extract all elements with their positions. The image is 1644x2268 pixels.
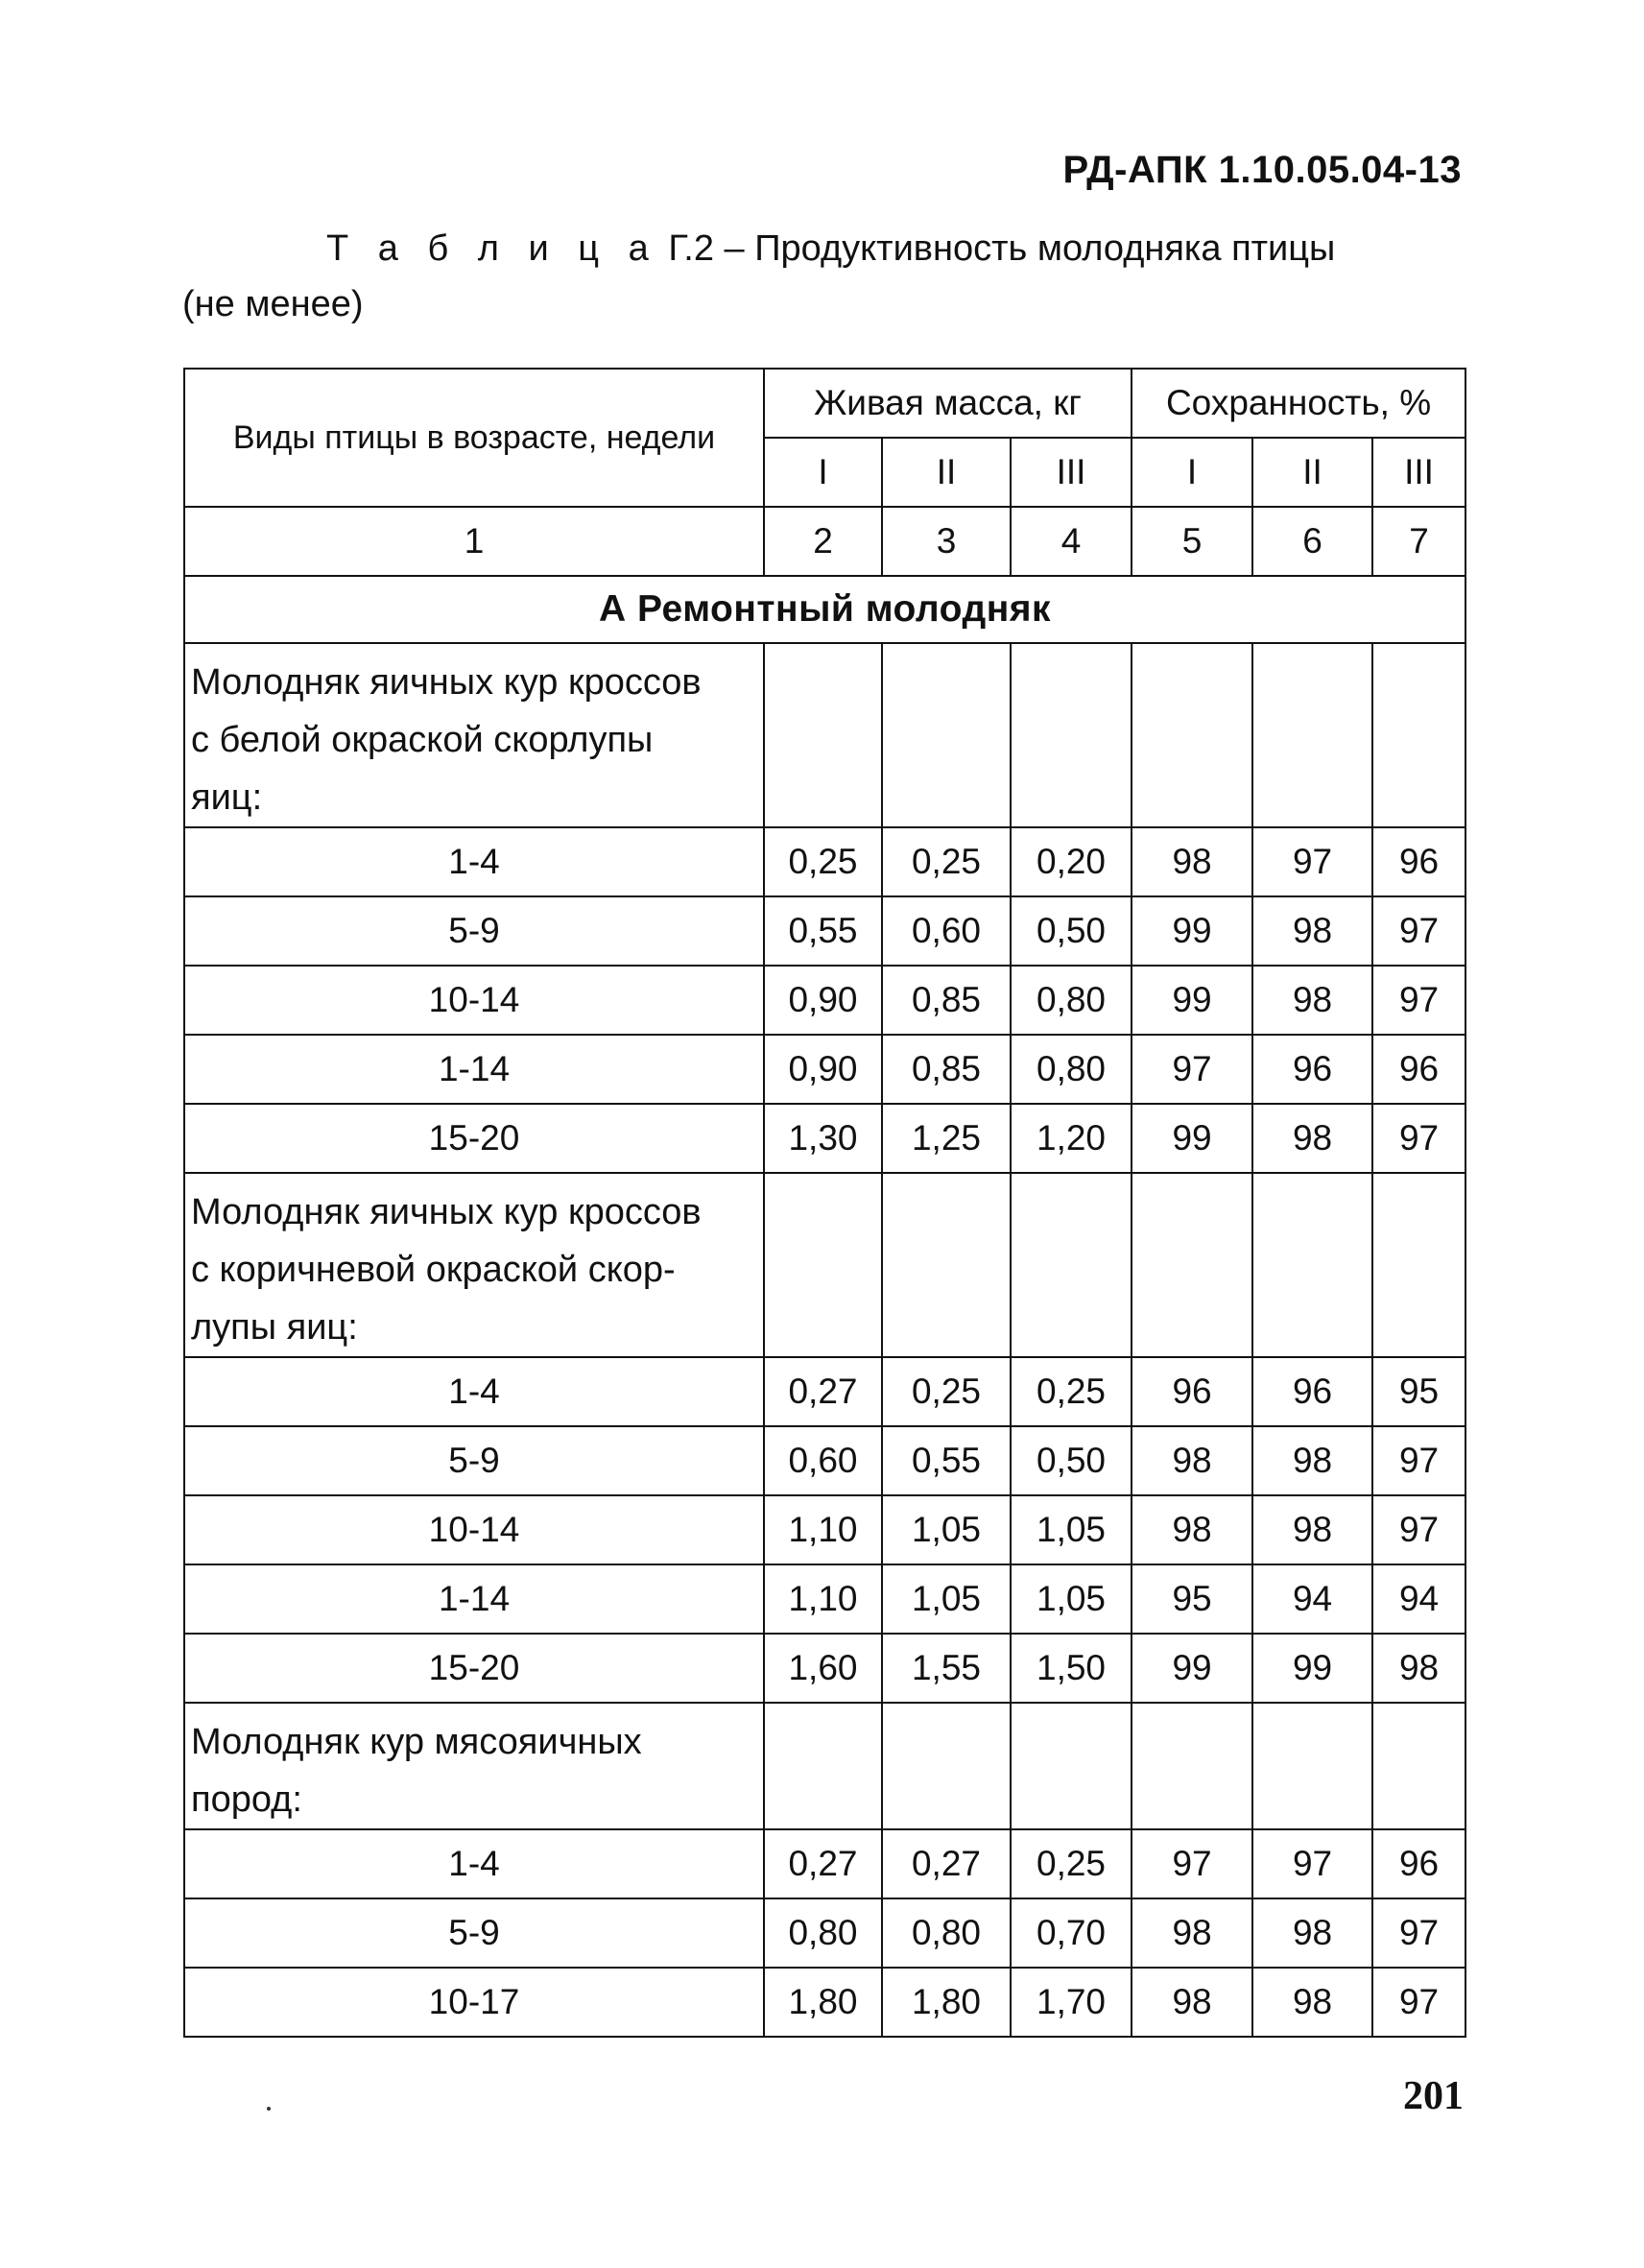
live-mass-cell: 0,27 [764, 1357, 882, 1426]
live-mass-cell: 1,30 [764, 1104, 882, 1173]
column-number: 1 [184, 507, 764, 576]
table-row [184, 1968, 1465, 2037]
empty-cell [1011, 643, 1132, 827]
live-mass-cell: 0,25 [882, 1357, 1011, 1426]
survival-cell: 94 [1372, 1564, 1465, 1634]
survival-cell: 98 [1252, 1968, 1372, 2037]
survival-cell: 98 [1132, 1495, 1252, 1564]
table-row [184, 896, 1465, 966]
live-mass-cell: 0,27 [882, 1829, 1011, 1898]
survival-cell: 98 [1252, 1426, 1372, 1495]
live-mass-cell: 1,80 [882, 1968, 1011, 2037]
live-mass-cell: 0,27 [764, 1829, 882, 1898]
empty-cell [1132, 1173, 1252, 1357]
header-species-age: Виды птицы в возрасте, недели [184, 369, 764, 507]
section-title: А Ремонтный молодняк [184, 576, 1465, 643]
survival-cell: 97 [1372, 1104, 1465, 1173]
age-cell: 1-4 [184, 1357, 764, 1426]
live-mass-cell: 0,25 [1011, 1829, 1132, 1898]
live-mass-cell: 0,90 [764, 1035, 882, 1104]
empty-cell [882, 1703, 1011, 1829]
live-mass-cell: 0,80 [1011, 966, 1132, 1035]
live-mass-cell: 0,80 [882, 1898, 1011, 1968]
scan-dot [267, 2107, 271, 2111]
survival-cell: 97 [1372, 1898, 1465, 1968]
header-sub-cell: II [1252, 438, 1372, 507]
header-live-mass: Живая масса, кг [764, 369, 1132, 438]
empty-cell [1372, 1173, 1465, 1357]
survival-cell: 97 [1372, 1968, 1465, 2037]
table-row [184, 1829, 1465, 1898]
group-label [184, 1703, 764, 1829]
section-row [184, 576, 1465, 643]
live-mass-cell: 0,25 [1011, 1357, 1132, 1426]
column-number: 3 [882, 507, 1011, 576]
empty-cell [1011, 1173, 1132, 1357]
age-cell: 5-9 [184, 1426, 764, 1495]
live-mass-cell: 1,05 [1011, 1564, 1132, 1634]
table-row [184, 1426, 1465, 1495]
empty-cell [1011, 1703, 1132, 1829]
live-mass-cell: 1,05 [1011, 1495, 1132, 1564]
live-mass-cell: 1,70 [1011, 1968, 1132, 2037]
live-mass-cell: 0,80 [1011, 1035, 1132, 1104]
survival-cell: 99 [1132, 1104, 1252, 1173]
survival-cell: 97 [1372, 896, 1465, 966]
column-number: 7 [1372, 507, 1465, 576]
live-mass-cell: 1,25 [882, 1104, 1011, 1173]
survival-cell: 98 [1252, 1898, 1372, 1968]
live-mass-cell: 0,25 [882, 827, 1011, 896]
survival-cell: 96 [1372, 1035, 1465, 1104]
live-mass-cell: 1,10 [764, 1495, 882, 1564]
empty-cell [764, 1703, 882, 1829]
empty-cell [1132, 643, 1252, 827]
survival-cell: 96 [1132, 1357, 1252, 1426]
caption-label: Т а б л и ц а [326, 228, 658, 269]
survival-cell: 99 [1132, 1634, 1252, 1703]
empty-cell [1372, 643, 1465, 827]
group-row [184, 1173, 1465, 1357]
group-label-line: Молодняк яичных кур кроссов [191, 1192, 702, 1232]
empty-cell [1132, 1703, 1252, 1829]
age-cell: 15-20 [184, 1634, 764, 1703]
empty-cell [882, 1173, 1011, 1357]
survival-cell: 95 [1132, 1564, 1252, 1634]
group-label-line: Молодняк кур мясояичных [191, 1722, 642, 1762]
survival-cell: 98 [1132, 827, 1252, 896]
group-label-line: с коричневой окраской скор- [191, 1250, 676, 1290]
age-cell: 10-17 [184, 1968, 764, 2037]
survival-cell: 99 [1252, 1634, 1372, 1703]
header-sub-cell: II [882, 438, 1011, 507]
live-mass-cell: 0,50 [1011, 1426, 1132, 1495]
live-mass-cell: 1,05 [882, 1564, 1011, 1634]
group-label-line: Молодняк яичных кур кроссов [191, 662, 702, 703]
age-cell: 10-14 [184, 966, 764, 1035]
live-mass-cell: 0,60 [882, 896, 1011, 966]
empty-cell [764, 643, 882, 827]
survival-cell: 96 [1372, 1829, 1465, 1898]
column-number: 6 [1252, 507, 1372, 576]
live-mass-cell: 0,55 [764, 896, 882, 966]
live-mass-cell: 1,50 [1011, 1634, 1132, 1703]
header-sub-cell: III [1372, 438, 1465, 507]
live-mass-cell: 0,90 [764, 966, 882, 1035]
live-mass-cell: 1,20 [1011, 1104, 1132, 1173]
live-mass-cell: 0,70 [1011, 1898, 1132, 1968]
empty-cell [1252, 643, 1372, 827]
table-row [184, 1495, 1465, 1564]
survival-cell: 97 [1252, 827, 1372, 896]
table-row [184, 1898, 1465, 1968]
table-caption [182, 221, 1478, 332]
empty-cell [764, 1173, 882, 1357]
survival-cell: 96 [1252, 1357, 1372, 1426]
productivity-table [183, 368, 1466, 2038]
survival-cell: 95 [1372, 1357, 1465, 1426]
age-cell: 1-4 [184, 1829, 764, 1898]
header-sub-cell: I [764, 438, 882, 507]
survival-cell: 99 [1132, 896, 1252, 966]
survival-cell: 97 [1372, 1426, 1465, 1495]
live-mass-cell: 0,25 [764, 827, 882, 896]
live-mass-cell: 0,85 [882, 1035, 1011, 1104]
survival-cell: 96 [1372, 827, 1465, 896]
live-mass-cell: 0,80 [764, 1898, 882, 1968]
age-cell: 5-9 [184, 896, 764, 966]
caption-title: Г.2 – Продуктивность молодняка птицы [657, 228, 1336, 269]
group-label [184, 643, 764, 827]
column-number: 2 [764, 507, 882, 576]
table-row [184, 1564, 1465, 1634]
age-cell: 1-14 [184, 1035, 764, 1104]
live-mass-cell: 0,60 [764, 1426, 882, 1495]
empty-cell [1252, 1173, 1372, 1357]
header-sub-cell: III [1011, 438, 1132, 507]
live-mass-cell: 1,05 [882, 1495, 1011, 1564]
age-cell: 1-14 [184, 1564, 764, 1634]
live-mass-cell: 0,55 [882, 1426, 1011, 1495]
survival-cell: 98 [1252, 1104, 1372, 1173]
live-mass-cell: 0,50 [1011, 896, 1132, 966]
age-cell: 15-20 [184, 1104, 764, 1173]
survival-cell: 98 [1132, 1898, 1252, 1968]
live-mass-cell: 0,85 [882, 966, 1011, 1035]
empty-cell [882, 643, 1011, 827]
survival-cell: 98 [1252, 896, 1372, 966]
survival-cell: 97 [1132, 1829, 1252, 1898]
empty-cell [1372, 1703, 1465, 1829]
header-row-top [184, 369, 1465, 438]
group-label-line: яиц: [191, 777, 263, 818]
header-sub-cell: I [1132, 438, 1252, 507]
column-number: 4 [1011, 507, 1132, 576]
survival-cell: 99 [1132, 966, 1252, 1035]
page-number: 201 [1403, 2074, 1464, 2118]
survival-cell: 97 [1132, 1035, 1252, 1104]
table-row [184, 1357, 1465, 1426]
document-code: РД-АПК 1.10.05.04-13 [1062, 149, 1462, 191]
live-mass-cell: 1,10 [764, 1564, 882, 1634]
live-mass-cell: 1,80 [764, 1968, 882, 2037]
survival-cell: 94 [1252, 1564, 1372, 1634]
empty-cell [1252, 1703, 1372, 1829]
survival-cell: 97 [1372, 1495, 1465, 1564]
survival-cell: 98 [1252, 966, 1372, 1035]
age-cell: 1-4 [184, 827, 764, 896]
group-label-line: с белой окраской скорлупы [191, 720, 654, 760]
caption-line-1 [182, 221, 1478, 276]
survival-cell: 97 [1252, 1829, 1372, 1898]
caption-line-2: (не менее) [182, 284, 364, 324]
group-label [184, 1173, 764, 1357]
live-mass-cell: 0,20 [1011, 827, 1132, 896]
table-row [184, 966, 1465, 1035]
table-row [184, 1035, 1465, 1104]
live-mass-cell: 1,60 [764, 1634, 882, 1703]
age-cell: 5-9 [184, 1898, 764, 1968]
group-label-line: пород: [191, 1779, 302, 1820]
live-mass-cell: 1,55 [882, 1634, 1011, 1703]
age-cell: 10-14 [184, 1495, 764, 1564]
survival-cell: 98 [1132, 1426, 1252, 1495]
group-label-line: лупы яиц: [191, 1307, 358, 1348]
table-row [184, 1104, 1465, 1173]
survival-cell: 98 [1252, 1495, 1372, 1564]
group-row [184, 643, 1465, 827]
table-row [184, 1634, 1465, 1703]
column-number: 5 [1132, 507, 1252, 576]
table-row [184, 827, 1465, 896]
column-number-row [184, 507, 1465, 576]
group-row [184, 1703, 1465, 1829]
survival-cell: 96 [1252, 1035, 1372, 1104]
header-survival: Сохранность, % [1132, 369, 1465, 438]
survival-cell: 98 [1132, 1968, 1252, 2037]
survival-cell: 97 [1372, 966, 1465, 1035]
survival-cell: 98 [1372, 1634, 1465, 1703]
